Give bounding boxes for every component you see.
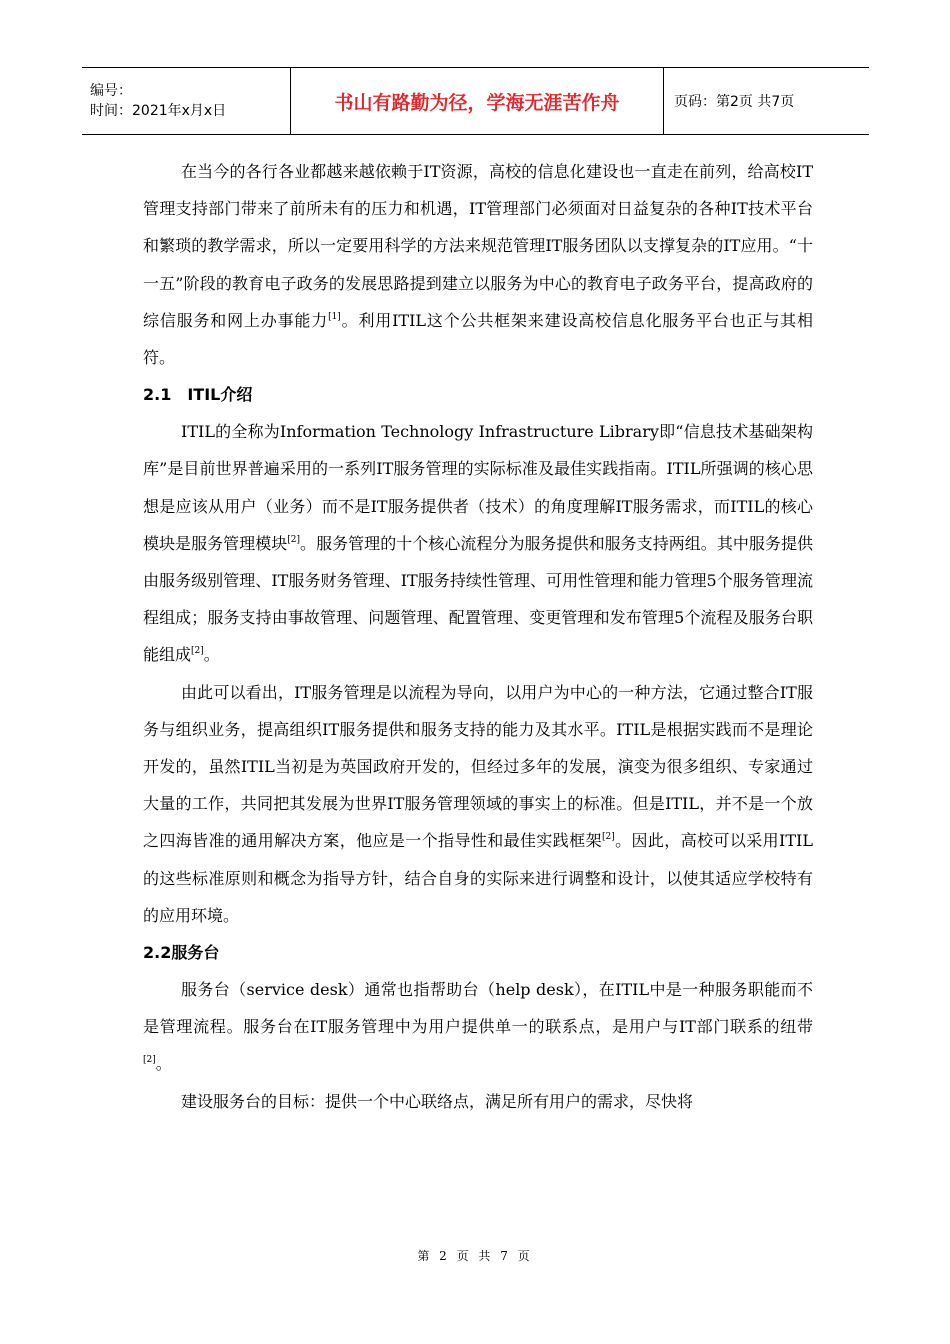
paragraph-itil-definition: ITIL的全称为Information Technology Infrastructure Library即“信息技术基础架构库”是目前世界普遍采用的一系列IT服务管理的实际标准及最佳实践指南。ITIL所强调的核心思想是应该从用户（业务）而不是IT服务提供者（技术）的角度理解IT服务需求，而ITIL的核心模块是服务管理模块[2]。服务管理的十个核心流程分为服务提供和服务支持两组。其中服务提供由服务级别管理、IT服务财务管理、IT服务持续性管理、可用性管理和能力管理5个服务管理流程组成；服务支持由事故管理、问题管理、配置管理、变更管理和发布管理5个流程及服务台职能组成[2]。 (143, 422, 813, 665)
body-text (143, 153, 813, 1120)
header-left-cell (82, 68, 291, 135)
paragraph-service-desk-goal: 建设服务台的目标：提供一个中心联络点，满足所有用户的需求，尽快将 (181, 1091, 694, 1111)
citation-ref: [2] (191, 646, 204, 657)
header-page-info: 页码：第2页 共7页 (674, 94, 795, 110)
citation-ref: [2] (601, 832, 615, 843)
number-label: 编号： (90, 83, 132, 99)
citation-ref: [2] (143, 1055, 156, 1066)
time-label: 时间：2021年x月x日 (90, 103, 227, 119)
citation-ref: [1] (328, 311, 341, 322)
document-header (82, 67, 869, 135)
paragraph-service-desk: 服务台（service desk）通常也指帮助台（help desk），在ITIL中是一种服务职能而不是管理流程。服务台在IT服务管理中为用户提供单一的联系点，是用户与IT部门联系的纽带[2]。 (143, 980, 813, 1074)
section-heading-service-desk: 2.2服务台 (143, 943, 220, 963)
paragraph-it-service-management: 由此可以看出，IT服务管理是以流程为导向，以用户为中心的一种方法，它通过整合IT服务与组织业务，提高组织IT服务提供和服务支持的能力及其水平。ITIL是根据实践而不是理论开发的，虽然ITIL当初是为英国政府开发的，但经过多年的发展，演变为很多组织、专家通过大量的工作，共同把其发展为世界IT服务管理领域的事实上的标准。但是ITIL，并不是一个放之四海皆准的通用解决方案，他应是一个指导性和最佳实践框架[2]。因此，高校可以采用ITIL的这些标准原则和概念为指导方针，结合自身的实际来进行调整和设计，以使其适应学校特有的应用环境。 (143, 682, 813, 925)
header-motto: 书山有路勤为径，学海无涯苦作舟 (291, 68, 664, 135)
paragraph-intro: 在当今的各行各业都越来越依赖于IT资源，高校的信息化建设也一直走在前列，给高校IT管理支持部门带来了前所未有的压力和机遇，IT管理部门必须面对日益复杂的各种IT技术平台和繁琐的教学需求，所以一定要用科学的方法来规范管理IT服务团队以支撑复杂的IT应用。“十一五”阶段的教育电子政务的发展思路提到建立以服务为中心的教育电子政务平台，提高政府的综信服务和网上办事能力[1]。利用ITIL这个公共框架来建设高校信息化服务平台也正与其相符。 (143, 162, 813, 368)
page-footer: 第 2 页 共 7 页 (417, 1249, 533, 1263)
citation-ref: [2] (287, 534, 301, 545)
section-heading-itil: 2.1 ITIL介绍 (143, 385, 253, 405)
